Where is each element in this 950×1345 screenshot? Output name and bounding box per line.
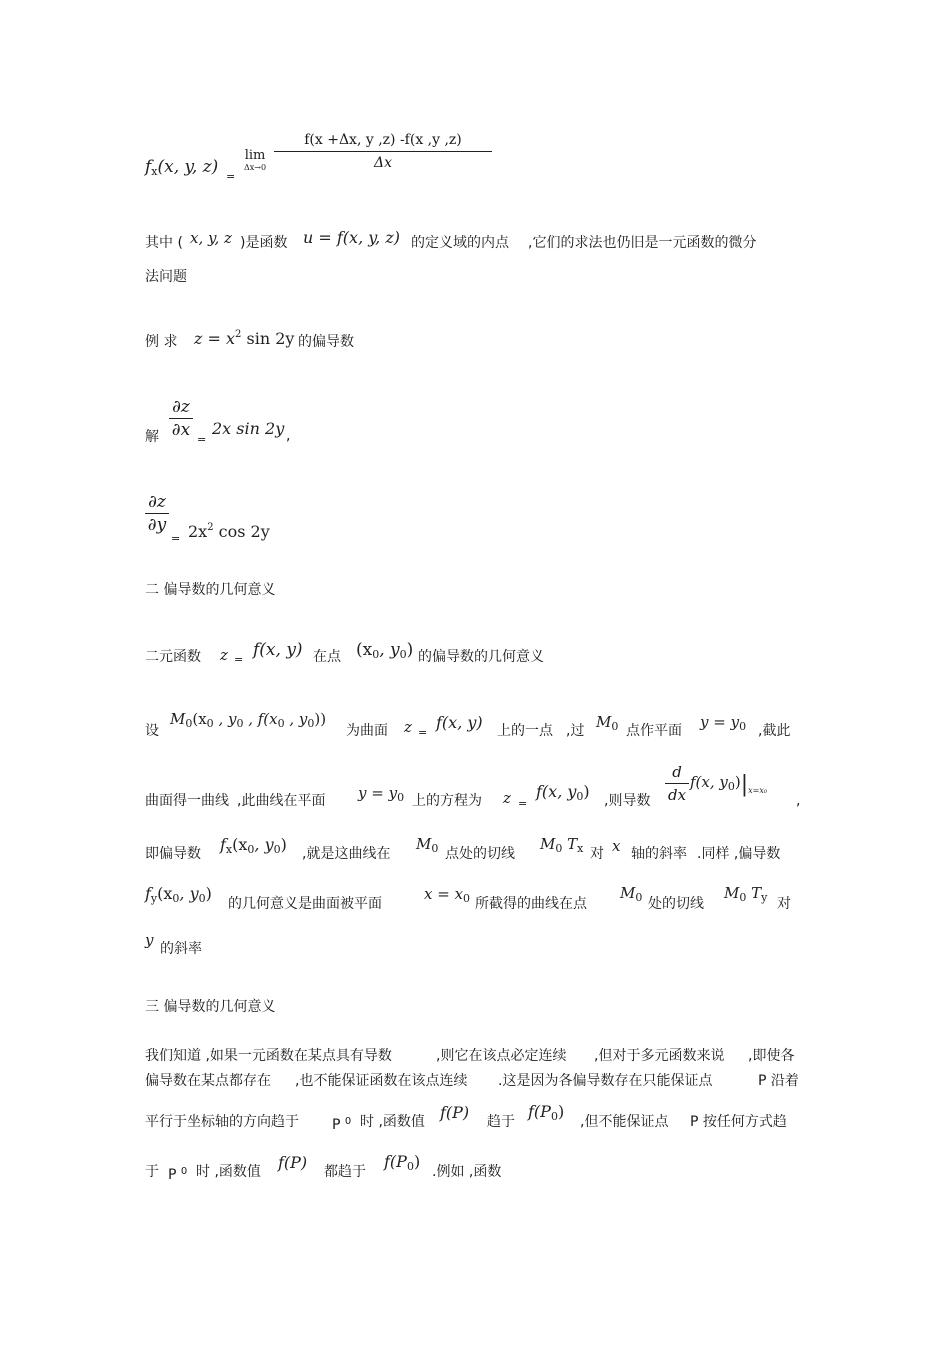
sec2-l4-text1: 即偏导数	[145, 846, 201, 862]
sec2-l2-text1: 设	[145, 723, 159, 739]
sec3-p5: 偏导数在某点都存在	[145, 1073, 271, 1089]
equals-sign: =	[234, 653, 244, 666]
sec2-l3-plane: $y = y_0$	[358, 784, 405, 804]
para1-text4: ,它们的求法也仍旧是一元函数的微分	[528, 235, 757, 251]
sec2-l2-fxy: f(x, y)	[436, 713, 483, 732]
limit-operator: lim Δx→0	[244, 148, 267, 172]
sec2-l2-text4: ,过	[566, 723, 585, 739]
sec3-p11: 时 ,函数值	[360, 1114, 425, 1130]
sec2-l4-M0Tx: $M_0$ $T_x$	[540, 835, 584, 855]
sec2-l3-text3: 上的方程为	[412, 793, 482, 809]
sec2-l2-point-M0: $M_0(x_0$ , $y_0$ , $f(x_0$ , $y_0$))	[170, 710, 327, 730]
sec2-l4-fx: $f_x(x_0$, $y_0$)	[220, 835, 287, 856]
fraction-denominator: Δx	[373, 155, 392, 171]
sec2-l1-text2: 在点	[313, 649, 341, 665]
limit-fraction	[274, 130, 492, 173]
sec2-l4-text5: 轴的斜率	[631, 846, 687, 862]
para1-text5: 法问题	[145, 269, 187, 285]
sec2-l5-text2: 所截得的曲线在点	[475, 896, 587, 912]
sec3-p12: 趋于	[487, 1114, 515, 1130]
section3-title: 三 偏导数的几何意义	[145, 999, 276, 1015]
sec2-l2-text2: 为曲面	[346, 723, 388, 739]
sec2-l1-fxy: f(x, y)	[253, 640, 303, 660]
para1-vars: x, y, z	[190, 229, 232, 247]
sec2-l3-text1: 曲面得一曲线	[145, 793, 229, 809]
equals-sign: =	[171, 532, 181, 545]
sec2-l1-text1: 二元函数	[145, 649, 201, 665]
sec2-l6-y: y	[145, 931, 154, 949]
sec2-l3-text2: ,此曲线在平面	[237, 793, 326, 809]
sec2-l4-text2: ,就是这曲线在	[302, 846, 391, 862]
para1-function: u = f(x, y, z)	[303, 228, 400, 247]
dz-dx-result: 2x sin 2y	[212, 419, 285, 438]
sec2-l2-plane: $y = y_0$	[700, 713, 747, 733]
sec3-p16: P $^0$	[168, 1166, 188, 1183]
equals-sign: =	[226, 170, 236, 183]
sec3-p6: ,也不能保证函数在该点连续	[295, 1073, 468, 1089]
sec3-p15: 于	[145, 1164, 159, 1180]
example-expression: $z = x^2$ sin 2y	[194, 329, 295, 348]
sec2-l2-z: z	[404, 718, 412, 736]
sec3-p14: P 按任何方式趋	[690, 1114, 787, 1130]
equals-sign: =	[418, 726, 428, 739]
comma: ,	[286, 428, 291, 444]
sec2-l2-M0: $M_0$	[596, 713, 619, 733]
sec3-p18: 都趋于	[324, 1164, 366, 1180]
sec3-p9: 平行于坐标轴的方向趋于	[145, 1114, 299, 1130]
solution-label: 解	[145, 429, 159, 445]
section2-title: 二 偏导数的几何意义	[145, 582, 276, 598]
sec2-l4-x: x	[612, 837, 621, 855]
sec3-p10: P $^0$	[332, 1116, 352, 1133]
example-label: 例 求	[145, 334, 178, 350]
equals-sign: =	[197, 433, 207, 446]
sec2-l3-fxy0: f(x, $y_0$)	[536, 782, 590, 803]
sec2-l1-text3: 的偏导数的几何意义	[418, 649, 544, 665]
fraction-numerator: f(x +Δx, y ,z) -f(x ,y ,z)	[274, 130, 492, 152]
sec3-p2: ,则它在该点必定连续	[436, 1048, 567, 1064]
sec2-l3-fxy0-deriv: f(x, $y_0)|_{x=x_0}$	[690, 772, 768, 797]
sec3-p7: .这是因为各偏导数存在只能保证点	[498, 1073, 713, 1089]
sec2-l4-M0: $M_0$	[416, 835, 439, 855]
sec2-l2-text6: ,截此	[758, 723, 791, 739]
sec2-l2-text5: 点作平面	[626, 723, 682, 739]
sec2-l3-text4: ,则导数	[604, 793, 651, 809]
sec2-l4-text4: 对	[590, 846, 604, 862]
example-text: 的偏导数	[298, 334, 354, 350]
sec3-fP-2: f(P)	[278, 1153, 308, 1172]
sec2-l3-z: z	[503, 789, 511, 807]
para1-text2: )是函数	[240, 235, 288, 251]
para1-text3: 的定义域的内点	[411, 235, 509, 251]
sec3-fP: f(P)	[440, 1103, 470, 1122]
sec2-l5-text1: 的几何意义是曲面被平面	[228, 896, 382, 912]
dz-dy-result: $2x^2$ cos 2y	[188, 522, 270, 541]
sec3-p8: P 沿着	[758, 1073, 799, 1089]
sec2-l1-point: ($x_0$, $y_0$)	[356, 640, 414, 661]
sec2-l5-M0Ty: $M_0$ $T_y$	[724, 884, 768, 904]
dz-dx-fraction: $\frac{\partial z}{\partial x}$	[169, 397, 193, 440]
sec2-l5-fy: $f_y(x_0$, $y_0$)	[145, 884, 212, 905]
equals-sign: =	[518, 797, 528, 810]
sec2-l5-plane: $x = x_0$	[424, 885, 471, 905]
comma: ,	[796, 793, 801, 809]
sec2-l5-text4: 对	[777, 896, 791, 912]
para1-text1: 其中 (	[145, 235, 183, 251]
sec3-p4: ,即使各	[748, 1048, 795, 1064]
sec3-p1: 我们知道 ,如果一元函数在某点具有导数	[145, 1048, 392, 1064]
sec2-l2-text3: 上的一点	[497, 723, 553, 739]
sec3-fP0-2: $f(P_0)$	[384, 1152, 421, 1173]
partial-fx-label: $f_x(x$, y, z)	[145, 157, 219, 178]
sec3-p19: .例如 ,函数	[432, 1164, 502, 1180]
sec2-l4-text3: 点处的切线	[445, 846, 515, 862]
sec3-fP0: $f(P_0)$	[528, 1102, 565, 1123]
sec3-p13: ,但不能保证点	[580, 1114, 669, 1130]
sec3-p17: 时 ,函数值	[196, 1164, 261, 1180]
sec2-l5-M0: $M_0$	[620, 884, 643, 904]
sec2-l5-text3: 处的切线	[648, 896, 704, 912]
d-dx-operator: $\frac{d}{dx}$	[665, 762, 689, 805]
dz-dy-fraction: $\frac{\partial z}{\partial y}$	[145, 492, 169, 535]
sec2-l1-z: z	[220, 646, 228, 664]
sec3-p3: ,但对于多元函数来说	[594, 1048, 725, 1064]
sec2-l4-text6: .同样 ,偏导数	[697, 846, 781, 862]
sec2-l6-text1: 的斜率	[160, 941, 202, 957]
